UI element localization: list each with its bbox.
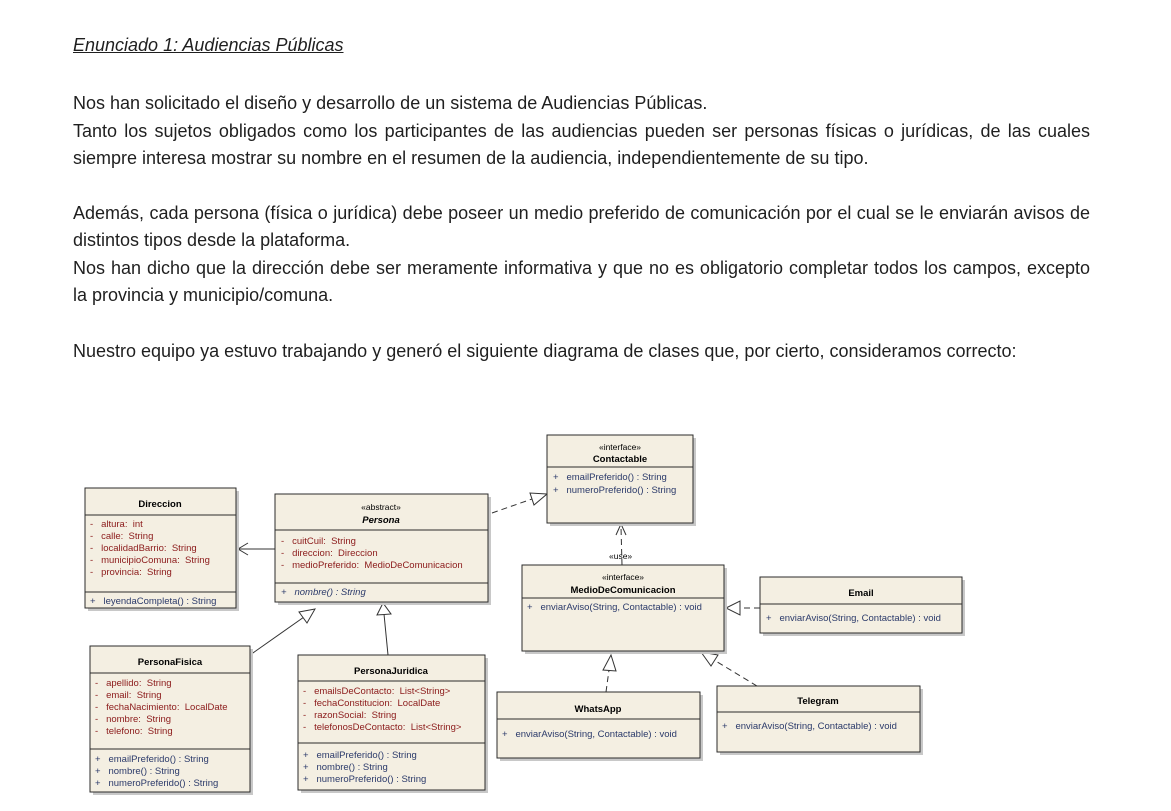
personafisica-persona-generalization xyxy=(250,617,304,655)
personajuridica-operation: + numeroPreferido() : String xyxy=(303,774,427,785)
whatsapp-operation: + enviarAviso(String, Contactable) : void xyxy=(502,729,677,740)
personafisica-operation: + emailPreferido() : String xyxy=(95,754,209,765)
whatsapp-medio-realization xyxy=(606,670,609,692)
document-title: Enunciado 1: Audiencias Públicas xyxy=(73,35,344,55)
paragraph-5: Nuestro equipo ya estuvo trabajando y generó el siguiente diagrama de clases que, por cierto, consideramos correcto: xyxy=(73,341,1017,361)
class-email xyxy=(760,577,965,636)
direccion-attribute: - provincia: String xyxy=(90,567,172,578)
persona-stereotype: «abstract» xyxy=(361,502,401,512)
class-persona-juridica xyxy=(298,655,488,793)
medio-operation: + enviarAviso(String, Contactable) : void xyxy=(527,602,702,613)
realization-arrowhead xyxy=(603,655,616,671)
telegram-name: Telegram xyxy=(797,696,839,707)
persona-operation: + nombre() : String xyxy=(281,587,366,598)
personajuridica-operation: + nombre() : String xyxy=(303,762,388,773)
paragraph-3: Además, cada persona (física o jurídica) debe poseer un medio preferido de comunicación por el cual se le enviarán avisos de distintos tipos desde la plataforma. xyxy=(73,203,1090,251)
class-whatsapp xyxy=(497,692,703,761)
personafisica-attribute: - fechaNacimiento: LocalDate xyxy=(95,702,228,713)
direccion-attribute: - calle: String xyxy=(90,531,154,542)
medio-name: MedioDeComunicacion xyxy=(570,585,676,596)
whatsapp-name: WhatsApp xyxy=(574,704,622,715)
paragraph-2: Tanto los sujetos obligados como los participantes de las audiencias pueden ser personas físicas o jurídicas, de las cuales siempre interesa mostrar su nombre en el resumen de la audiencia, independientemente de su tipo. xyxy=(73,121,1090,169)
class-medio-de-comunicacion xyxy=(522,565,727,654)
use-label: «use» xyxy=(609,551,633,561)
realization-arrowhead xyxy=(701,652,718,666)
telegram-medio-realization xyxy=(714,660,757,686)
direccion-operation: + leyendaCompleta() : String xyxy=(90,596,217,607)
personajuridica-persona-generalization xyxy=(384,614,388,655)
class-telegram xyxy=(717,686,923,755)
persona-contactable-realization xyxy=(492,499,532,513)
class-direccion xyxy=(85,488,239,611)
paragraph-4: Nos han dicho que la dirección debe ser meramente informativa y que no es obligatorio completar todos los campos, excepto la provincia y municipio/comuna. xyxy=(73,258,1090,306)
class-contactable xyxy=(547,435,696,526)
personajuridica-attribute: - telefonosDeContacto: List<String> xyxy=(303,722,462,733)
contactable-name: Contactable xyxy=(592,454,648,465)
email-name: Email xyxy=(848,588,874,599)
personafisica-attribute: - nombre: String xyxy=(95,714,172,725)
direccion-attribute: - localidadBarrio: String xyxy=(90,543,197,554)
telegram-operation: + enviarAviso(String, Contactable) : void xyxy=(722,721,897,732)
persona-attribute: - direccion: Direccion xyxy=(281,548,378,559)
persona-name: Persona xyxy=(362,515,400,526)
contactable-operation: + numeroPreferido() : String xyxy=(553,485,677,496)
direccion-name: Direccion xyxy=(138,499,182,510)
class-persona xyxy=(275,494,491,605)
personajuridica-attribute: - razonSocial: String xyxy=(303,710,397,721)
paragraph-1: Nos han solicitado el diseño y desarrollo de un sistema de Audiencias Públicas. xyxy=(73,93,708,113)
contactable-operation: + emailPreferido() : String xyxy=(553,472,667,483)
realization-arrowhead xyxy=(726,601,740,615)
personafisica-attribute: - telefono: String xyxy=(95,726,173,737)
class-persona-fisica xyxy=(90,646,253,795)
personafisica-operation: + nombre() : String xyxy=(95,766,180,777)
personajuridica-attribute: - emailsDeContacto: List<String> xyxy=(303,686,451,697)
personajuridica-name: PersonaJuridica xyxy=(354,666,428,677)
personafisica-name: PersonaFisica xyxy=(137,657,203,668)
personafisica-attribute: - apellido: String xyxy=(95,678,172,689)
medio-stereotype: «interface» xyxy=(601,572,645,582)
direccion-attribute: - municipioComuna: String xyxy=(90,555,210,566)
email-operation: + enviarAviso(String, Contactable) : void xyxy=(766,613,941,624)
personafisica-operation: + numeroPreferido() : String xyxy=(95,778,219,789)
personajuridica-attribute: - fechaConstitucion: LocalDate xyxy=(303,698,441,709)
personajuridica-operation: + emailPreferido() : String xyxy=(303,750,417,761)
contactable-stereotype: «interface» xyxy=(598,442,642,452)
realization-arrowhead xyxy=(530,493,547,505)
persona-attribute: - cuitCuil: String xyxy=(281,536,356,547)
persona-attribute: - medioPreferido: MedioDeComunicacion xyxy=(281,560,463,571)
direccion-attribute: - altura: int xyxy=(90,519,143,530)
generalization-arrowhead xyxy=(299,609,315,623)
personafisica-attribute: - email: String xyxy=(95,690,162,701)
